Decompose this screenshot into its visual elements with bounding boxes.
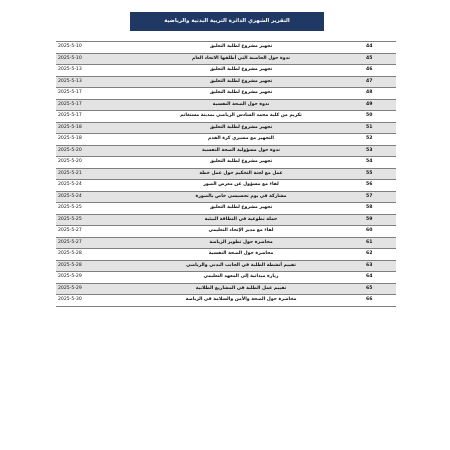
- activity-number: 62: [364, 249, 396, 261]
- activity-title: تكريم من كلية محمد السادس الرياضي بمدينة مستغانم: [118, 111, 364, 123]
- activity-number: 45: [364, 53, 396, 65]
- activity-date: 2025-5-17: [56, 111, 118, 123]
- activity-date: 2025-5-18: [56, 122, 118, 134]
- table-row: [56, 203, 396, 215]
- table-row: [56, 260, 396, 272]
- table-row: [56, 53, 396, 65]
- activity-title: حملة تطوعية في النظافة البيئية: [118, 214, 364, 226]
- activity-title: مشاركة في يوم تحسيسي خاص بالصورة: [118, 191, 364, 203]
- table-row: [56, 111, 396, 123]
- activity-title: لقاء مع مدير الإتحاد التعليمي: [118, 226, 364, 238]
- activity-date: 2025-5-20: [56, 145, 118, 157]
- activity-number: 63: [364, 260, 396, 272]
- activity-date: 2025-5-10: [56, 42, 118, 54]
- table-row: [56, 157, 396, 169]
- activity-date: 2025-5-29: [56, 283, 118, 295]
- activity-number: 52: [364, 134, 396, 146]
- table-row: [56, 42, 396, 54]
- table-row: [56, 180, 396, 192]
- activity-number: 57: [364, 191, 396, 203]
- activity-date: 2025-5-13: [56, 65, 118, 77]
- activity-title: لقاء مع مسؤول عن معرض الصور: [118, 180, 364, 192]
- activity-title: تقييم عمل الطلبة في المشاريع الطلابية: [118, 283, 364, 295]
- activity-title: تجهيز مشروع لطلبة التعليق: [118, 203, 364, 215]
- activity-date: 2025-5-10: [56, 53, 118, 65]
- activity-number: 65: [364, 283, 396, 295]
- table-row: [56, 99, 396, 111]
- activity-number: 66: [364, 295, 396, 307]
- table-row: [56, 168, 396, 180]
- activity-date: 2025-5-17: [56, 99, 118, 111]
- table-row: [56, 272, 396, 284]
- table-row: [56, 134, 396, 146]
- activity-title: تجهيز مشروع لطلبة التعليق: [118, 65, 364, 77]
- activity-number: 54: [364, 157, 396, 169]
- activity-title: تجهيز مشروع لطلبة التعليق: [118, 42, 364, 54]
- activity-date: 2025-5-18: [56, 134, 118, 146]
- activity-title: التجهيز مع مسيري كرة القدم: [118, 134, 364, 146]
- activity-date: 2025-5-28: [56, 260, 118, 272]
- activity-title: تجهيز مشروع لطلبة التعليق: [118, 76, 364, 88]
- activity-date: 2025-5-27: [56, 226, 118, 238]
- activity-title: تجهيز مشروع لطلبة التعليق: [118, 88, 364, 100]
- activity-number: 46: [364, 65, 396, 77]
- activity-number: 44: [364, 42, 396, 54]
- activity-date: 2025-5-17: [56, 88, 118, 100]
- activity-title: محاضرة حول تطوير الرياضة: [118, 237, 364, 249]
- table-row: [56, 226, 396, 238]
- activity-number: 48: [364, 88, 396, 100]
- activity-title: تقييم أنشطة الطلبة في الجانب البدني والرياضي: [118, 260, 364, 272]
- activity-number: 53: [364, 145, 396, 157]
- table-row: [56, 88, 396, 100]
- activity-date: 2025-5-30: [56, 295, 118, 307]
- table-row: [56, 295, 396, 307]
- table-row: [56, 65, 396, 77]
- activity-title: ندوة حول مسؤولية الصحة النفسية: [118, 145, 364, 157]
- activity-number: 64: [364, 272, 396, 284]
- activity-number: 56: [364, 180, 396, 192]
- activity-number: 47: [364, 76, 396, 88]
- table-row: [56, 145, 396, 157]
- table-row: [56, 76, 396, 88]
- activity-title: ندوة حول الصحة النفسية: [118, 99, 364, 111]
- activity-title: محاضرة حول الصحة والأمن والسلامة في الرياضة: [118, 295, 364, 307]
- activity-number: 49: [364, 99, 396, 111]
- activity-date: 2025-5-28: [56, 249, 118, 261]
- activity-date: 2025-5-24: [56, 191, 118, 203]
- activity-date: 2025-5-24: [56, 180, 118, 192]
- activity-date: 2025-5-21: [56, 168, 118, 180]
- table-row: [56, 191, 396, 203]
- activity-date: 2025-5-13: [56, 76, 118, 88]
- activity-number: 50: [364, 111, 396, 123]
- activity-number: 61: [364, 237, 396, 249]
- activity-number: 58: [364, 203, 396, 215]
- activity-date: 2025-5-29: [56, 272, 118, 284]
- activity-title: زيارة ميدانية إلى المعهد التعليمي: [118, 272, 364, 284]
- report-title: التقرير الشهري الدائرة التربية البدنية والرياضية: [130, 12, 324, 31]
- table-row: [56, 283, 396, 295]
- activity-title: ندوة حول الحاضنة التي أطلقها الاتحاد العام: [118, 53, 364, 65]
- activity-date: 2025-5-20: [56, 157, 118, 169]
- activity-title: محاضرة حول الصحة النفسية: [118, 249, 364, 261]
- activity-number: 59: [364, 214, 396, 226]
- activity-date: 2025-5-25: [56, 214, 118, 226]
- activity-number: 60: [364, 226, 396, 238]
- activity-title: عمل مع لجنة التحكيم حول عمل خطة: [118, 168, 364, 180]
- table-row: [56, 214, 396, 226]
- activities-table: [56, 41, 396, 307]
- activity-number: 55: [364, 168, 396, 180]
- activity-title: تجهيز مشروع لطلبة التعليق: [118, 122, 364, 134]
- table-row: [56, 237, 396, 249]
- table-row: [56, 249, 396, 261]
- activity-number: 51: [364, 122, 396, 134]
- activity-date: 2025-5-25: [56, 203, 118, 215]
- activity-date: 2025-5-27: [56, 237, 118, 249]
- table-row: [56, 122, 396, 134]
- activity-title: تجهيز مشروع لطلبة التعليق: [118, 157, 364, 169]
